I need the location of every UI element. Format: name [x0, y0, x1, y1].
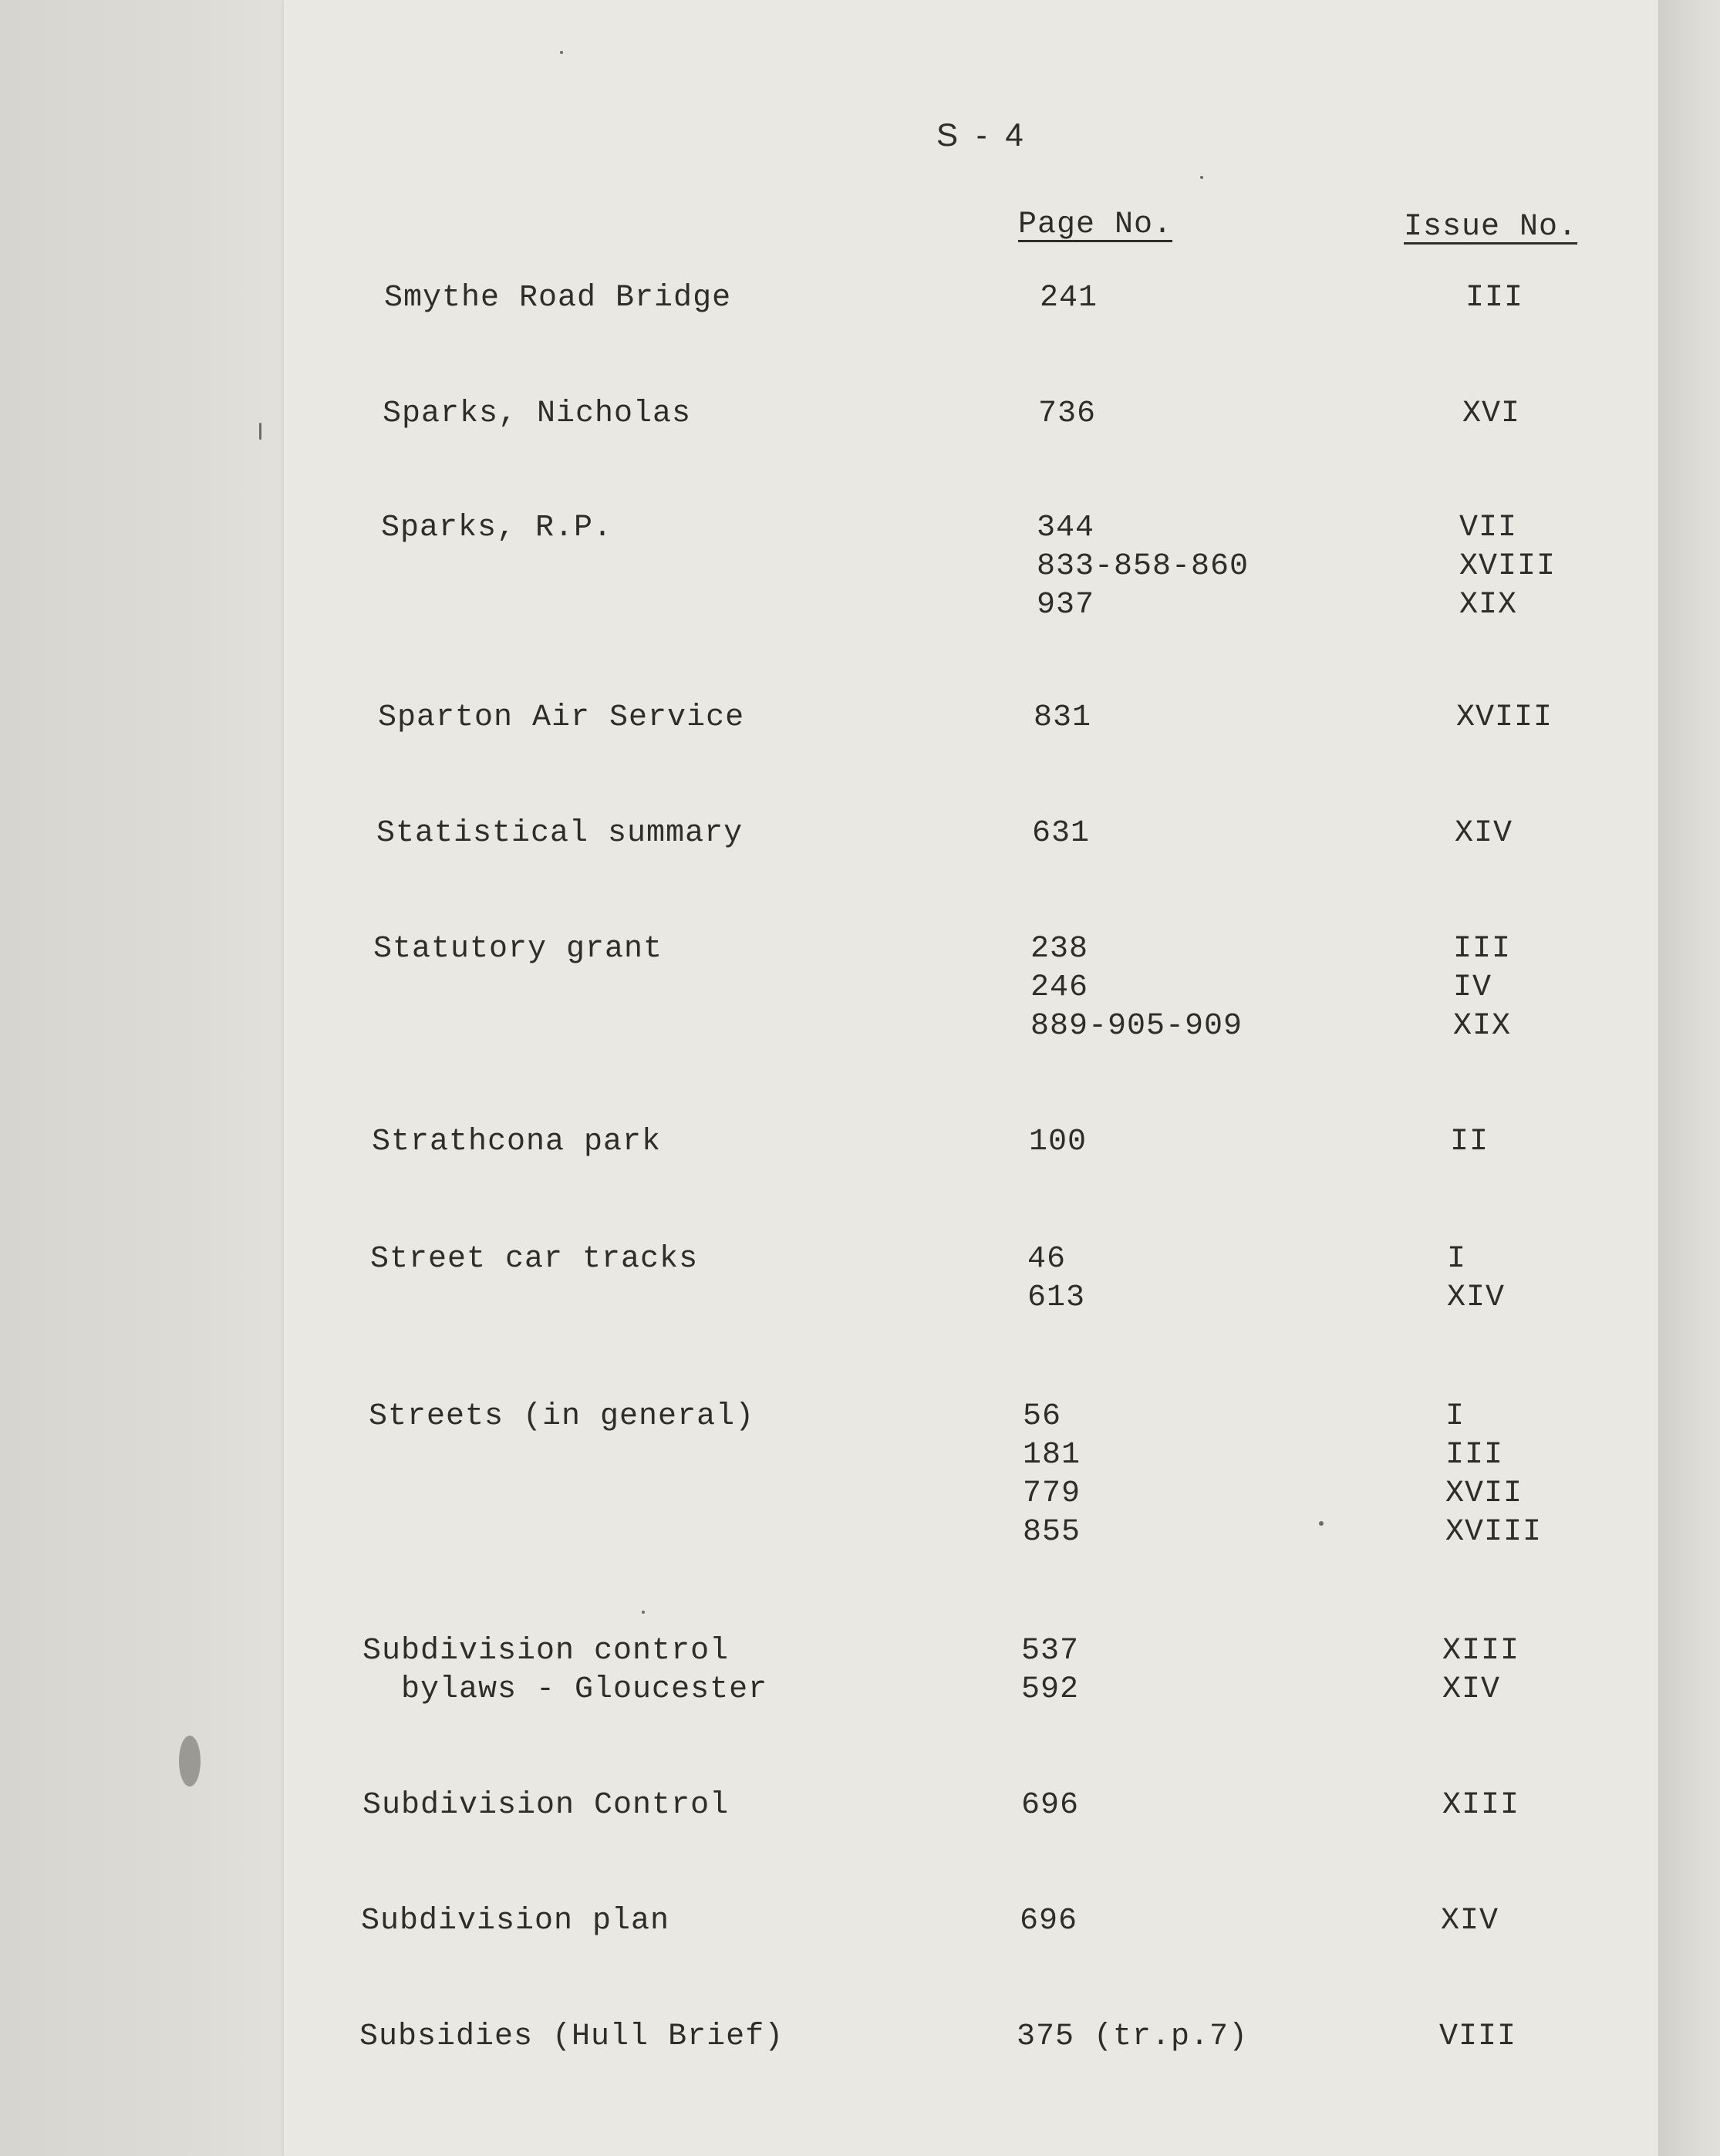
entry-issue-number: XIV [1455, 816, 1513, 851]
entry-issue-number: XIII [1442, 1788, 1520, 1823]
ink-blot [179, 1736, 201, 1787]
entry-subject: bylaws - Gloucester [363, 1672, 768, 1707]
entry-page-number: 831 [1034, 700, 1092, 735]
entry-page-number: 241 [1040, 281, 1098, 315]
entry-page-number: 181 [1023, 1438, 1081, 1473]
entry-issue-number: XVIII [1445, 1515, 1543, 1550]
paper-speck [560, 51, 563, 54]
entry-page-number: 613 [1027, 1280, 1086, 1315]
entry-page-number: 833-858-860 [1037, 549, 1250, 584]
entry-subject: Streets (in general) [369, 1399, 755, 1434]
entry-subject: Subsidies (Hull Brief) [359, 2019, 784, 2054]
entry-issue-number: XIV [1447, 1280, 1506, 1315]
entry-subject: Smythe Road Bridge [384, 281, 732, 315]
entry-issue-number: XVIII [1459, 549, 1556, 584]
entry-page-number: 375 (tr.p.7) [1017, 2019, 1249, 2054]
entry-page-number: 537 [1021, 1634, 1080, 1668]
entry-issue-number: XIV [1441, 1904, 1499, 1938]
paper-speck [1319, 1521, 1324, 1526]
scan-background-margin [0, 0, 285, 2156]
entry-issue-number: XIV [1442, 1672, 1501, 1707]
entry-page-number: 855 [1023, 1515, 1081, 1550]
entry-issue-number: XIX [1459, 588, 1518, 623]
entry-issue-number: XIII [1442, 1634, 1520, 1668]
paper-speck [642, 1611, 645, 1614]
entry-subject: Statistical summary [376, 816, 744, 851]
entry-page-number: 46 [1027, 1242, 1067, 1277]
entry-page-number: 238 [1030, 932, 1089, 967]
entry-issue-number: VII [1459, 511, 1518, 545]
issue-number-header: Issue No. [1404, 210, 1578, 245]
entry-page-number: 696 [1021, 1788, 1080, 1823]
entry-page-number: 696 [1020, 1904, 1078, 1938]
paper-sheet [284, 0, 1666, 2156]
entry-page-number: 631 [1032, 816, 1091, 851]
entry-page-number: 779 [1023, 1476, 1081, 1511]
entry-issue-number: III [1453, 932, 1512, 967]
entry-page-number: 889-905-909 [1030, 1009, 1243, 1044]
entry-issue-number: XVI [1462, 396, 1521, 431]
entry-subject: Subdivision Control [363, 1788, 730, 1823]
entry-issue-number: I [1447, 1242, 1467, 1277]
entry-subject: Sparks, Nicholas [383, 396, 692, 431]
page-id: S - 4 [936, 116, 1028, 153]
entry-subject: Subdivision control [363, 1634, 730, 1668]
paper-right-edge [1658, 0, 1720, 2156]
entry-issue-number: XVIII [1456, 700, 1553, 735]
entry-page-number: 344 [1037, 511, 1095, 545]
entry-issue-number: I [1445, 1399, 1465, 1434]
entry-page-number: 592 [1021, 1672, 1080, 1707]
entry-subject: Statutory grant [373, 932, 663, 967]
page-number-header: Page No. [1018, 208, 1173, 242]
entry-subject: Sparks, R.P. [381, 511, 613, 545]
entry-subject: Strathcona park [372, 1125, 662, 1159]
entry-page-number: 56 [1023, 1399, 1062, 1434]
entry-issue-number: VIII [1439, 2019, 1517, 2054]
entry-page-number: 246 [1030, 970, 1089, 1005]
paper-speck [1200, 176, 1203, 179]
entry-issue-number: III [1445, 1438, 1504, 1473]
entry-subject: Sparton Air Service [378, 700, 745, 735]
entry-subject: Street car tracks [370, 1242, 699, 1277]
entry-page-number: 736 [1038, 396, 1097, 431]
entry-subject: Subdivision plan [361, 1904, 670, 1938]
entry-page-number: 937 [1037, 588, 1095, 623]
entry-issue-number: XVII [1445, 1476, 1523, 1511]
paper-speck [259, 423, 261, 440]
entry-issue-number: II [1450, 1125, 1489, 1159]
entry-issue-number: IV [1453, 970, 1492, 1005]
entry-issue-number: XIX [1453, 1009, 1512, 1044]
entry-issue-number: III [1465, 281, 1524, 315]
entry-page-number: 100 [1029, 1125, 1088, 1159]
